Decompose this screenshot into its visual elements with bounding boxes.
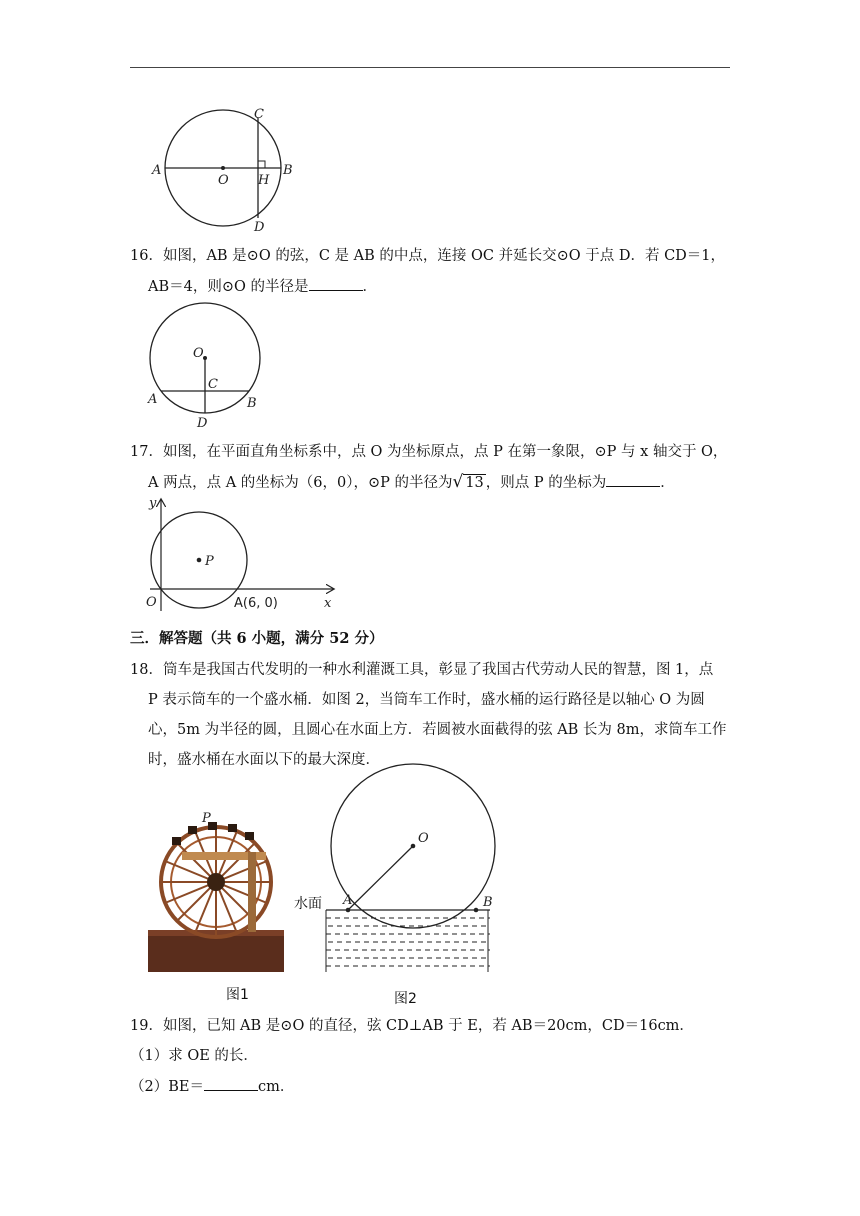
q18-line1: 18．筒车是我国古代发明的一种水利灌溉工具，彰显了我国古代劳动人民的智慧，图 1，点 <box>130 662 714 678</box>
fig18-diagram <box>320 768 500 978</box>
fig15-label-c: C <box>254 107 264 122</box>
fig16-label-b: B <box>247 396 257 411</box>
fig15-label-a: A <box>152 163 162 178</box>
fig17-diagram <box>140 494 340 614</box>
fig2-label-b: B <box>483 895 493 910</box>
q19-sub2 <box>130 1076 294 1097</box>
fig16-label-c: C <box>208 377 218 392</box>
q16-line1: 16．如图，AB 是⊙O 的弦，C 是 AB 的中点，连接 OC 并延长交⊙O 于点 D．若 CD＝1， <box>130 248 726 264</box>
fig15-label-d: D <box>254 220 265 235</box>
q17-line1: 17．如图，在平面直角坐标系中，点 O 为坐标原点，点 P 在第一象限，⊙P 与 x 轴交于 O， <box>130 444 728 460</box>
q17-sqrt-value: 13 <box>465 475 484 491</box>
fig17-label-x: x <box>324 596 332 611</box>
fig15-label-h: H <box>258 173 270 188</box>
fig2-label-a: A <box>343 893 353 908</box>
fig16-label-d: D <box>197 416 208 431</box>
q17-line2-end: ． <box>660 475 675 491</box>
q19-answer-blank <box>204 1076 258 1091</box>
q19-sub1: （1）求 OE 的长． <box>130 1048 258 1064</box>
fig2-caption: 图2 <box>394 991 417 1007</box>
q16-line2 <box>148 276 377 297</box>
fig16-label-o: O <box>193 346 204 361</box>
fig17-label-y: y <box>149 496 157 511</box>
water-wheel-image <box>148 812 284 972</box>
fig15-label-b: B <box>283 163 293 178</box>
fig1-label-p: P <box>202 812 211 826</box>
q19-line1: 19．如图，已知 AB 是⊙O 的直径，弦 CD⊥AB 于 E，若 AB＝20cm，CD＝16cm． <box>130 1018 694 1034</box>
fig17-label-p: P <box>205 554 214 569</box>
q18-line2: P 表示筒车的一个盛水桶．如图 2，当筒车工作时，盛水桶的运行路径是以轴心 O 为圆 <box>148 692 705 708</box>
sqrt-icon: √ <box>452 472 464 492</box>
q17-answer-blank <box>606 472 660 487</box>
fig17-label-a: A(6, 0) <box>234 596 278 611</box>
fig16-diagram <box>140 302 275 432</box>
fig15-label-o: O <box>218 173 229 188</box>
header-rule <box>130 67 730 68</box>
fig16-label-a: A <box>148 392 158 407</box>
q17-line2-text: A 两点，点 A 的坐标为（6，0），⊙P 的半径为 <box>148 475 453 491</box>
fig15-diagram <box>140 100 310 235</box>
q19-sub2-unit: cm． <box>257 1079 295 1095</box>
q17-line2-mid: ，则点 P 的坐标为 <box>485 475 607 491</box>
fig2-label-o: O <box>418 831 429 846</box>
q17-line2 <box>148 472 675 493</box>
q16-answer-blank <box>309 276 363 291</box>
q19-sub2-text: （2）BE＝ <box>130 1079 204 1095</box>
fig17-label-o: O <box>146 595 157 610</box>
q16-line2-end: ． <box>362 279 377 295</box>
water-surface-label: 水面 <box>294 896 322 912</box>
q18-line3: 心，5m 为半径的圆，且圆心在水面上方．若圆被水面截得的弦 AB 长为 8m，求筒车工作 <box>148 722 727 738</box>
q16-line2-text: AB＝4，则⊙O 的半径是 <box>148 279 309 295</box>
section3-heading: 三．解答题（共 6 小题，满分 52 分） <box>130 630 384 647</box>
fig1-caption: 图1 <box>226 987 249 1003</box>
q18-line4: 时，盛水桶在水面以下的最大深度． <box>148 752 380 768</box>
